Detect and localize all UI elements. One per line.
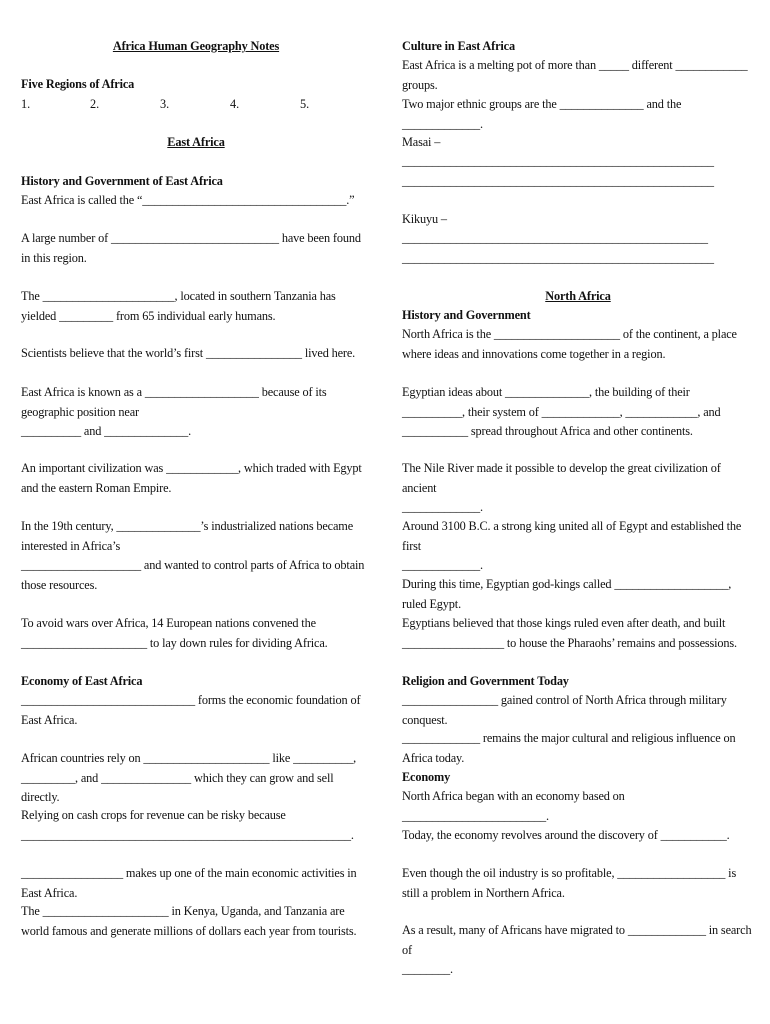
note-migrated: As a result, many of Africans have migrated to _____________ in search of ________. [402, 923, 752, 976]
na-economy-heading: Economy [402, 770, 451, 784]
culture-heading: Culture in East Africa [402, 39, 515, 53]
history-heading: History and Government of East Africa [21, 174, 223, 188]
east-africa-heading: East Africa [167, 135, 225, 149]
note-foundation: _____________________________ forms the economic foundation of East Africa. [21, 693, 364, 727]
doc-title: Africa Human Geography Notes [112, 39, 280, 53]
note-god-kings: During this time, Egyptian god-kings called ___________________, ruled Egypt. [402, 577, 735, 611]
note-tanzania: The ______________________, located in southern Tanzania has yielded _________ from 65 individual early humans. [21, 289, 339, 323]
note-large-number: A large number of ____________________________ have been found in this region. [21, 231, 364, 265]
note-melting-pot: East Africa is a melting pot of more than _____ different ____________ groups. [402, 58, 751, 92]
note-known-as: East Africa is known as a ___________________ because of its geographic position near __________ and ______________. [21, 385, 327, 438]
na-history-heading: History and Government [402, 308, 531, 322]
note-rely-on: African countries rely on _____________________ like __________, _________, and _______________ which they can grow and sell directly. [21, 751, 357, 804]
region-4: 4. [230, 97, 240, 111]
economy-heading: Economy of East Africa [21, 674, 143, 688]
note-nile: The Nile River made it possible to develop the great civilization of ancient _____________. [402, 461, 721, 514]
note-nineteenth: In the 19th century, ______________’s industrialized nations became interested in Africa’s ____________________ and wanted to control parts of Africa to obtain those resources. [21, 519, 365, 592]
masai-label: Masai – [402, 135, 441, 149]
note-kenya: The _____________________ in Kenya, Uganda, and Tanzania are world famous and generate millions of dollars each year from tourists. [21, 904, 357, 938]
region-2: 2. [90, 97, 100, 111]
note-believed: Egyptians believed that those kings ruled even after death, and built _________________ to house the Pharaohs’ remains and possessions. [402, 616, 737, 650]
note-crossroads: North Africa is the _____________________ of the continent, a place where ideas and innovations come together in a region. [402, 327, 740, 361]
region-5: 5. [300, 97, 310, 111]
note-risky: Relying on cash crops for revenue can be risky because _______________________________________________________. [21, 808, 354, 842]
note-remains: _____________ remains the major cultural and religious influence on Africa today. [402, 731, 738, 765]
kikuyu-label: Kikuyu – [402, 212, 447, 226]
note-revolves: Today, the economy revolves around the discovery of ___________. [402, 828, 730, 842]
note-avoid-wars: To avoid wars over Africa, 14 European nations convened the _____________________ to lay down rules for dividing Africa. [21, 616, 328, 650]
masai-blank-lines: ____________________________________________________ ____________________________________________________ [402, 154, 714, 188]
note-called: East Africa is called the “__________________________________.” [21, 193, 355, 207]
note-two-groups: Two major ethnic groups are the ______________ and the _____________. [402, 97, 685, 131]
note-gained-control: ________________ gained control of North Africa through military conquest. [402, 693, 730, 727]
note-egyptian-ideas: Egyptian ideas about ______________, the building of their __________, their system of _____________, ____________, and ___________ spread throughout Africa and other continents. [402, 385, 724, 438]
regions-heading: Five Regions of Africa [21, 77, 135, 91]
region-1: 1. [21, 97, 31, 111]
kikuyu-blank-lines: ___________________________________________________ ____________________________________________________ [402, 231, 714, 265]
regions-list [21, 95, 341, 232]
note-makes-up: _________________ makes up one of the main economic activities in East Africa. [21, 866, 360, 900]
note-around-3100: Around 3100 B.C. a strong king united all of Egypt and established the first _____________. [402, 519, 742, 572]
note-began-with: North Africa began with an economy based on ________________________. [402, 789, 628, 823]
north-africa-heading: North Africa [545, 289, 611, 303]
note-scientists: Scientists believe that the world’s first ________________ lived here. [21, 346, 356, 360]
note-even-though: Even though the oil industry is so profitable, __________________ is still a problem in Northern Africa. [402, 866, 740, 900]
note-civilization: An important civilization was ____________, which traded with Egypt and the eastern Roman Empire. [21, 461, 365, 495]
religion-heading: Religion and Government Today [402, 674, 569, 688]
region-3: 3. [160, 97, 170, 111]
